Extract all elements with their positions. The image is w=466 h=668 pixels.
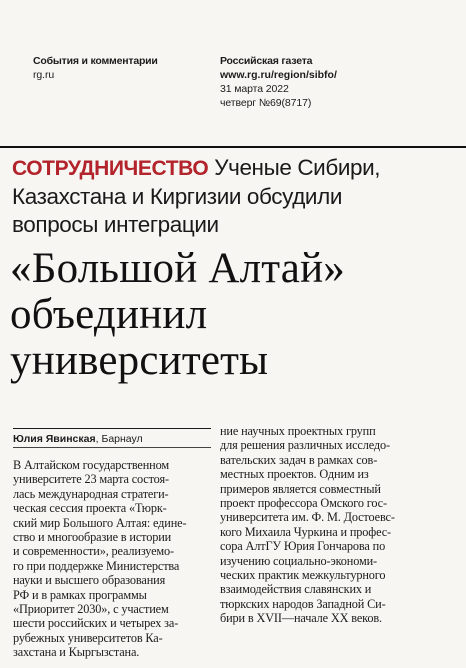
headline-line: объединил bbox=[10, 291, 208, 338]
issue-date: 31 марта 2022 bbox=[220, 83, 289, 95]
subtitle-line: вопросы интеграции bbox=[12, 212, 219, 237]
article-text-line: «Приоритет 2030», с участием bbox=[13, 602, 169, 617]
article-text-line: проект профессора Омского гос- bbox=[220, 496, 387, 511]
article-text-line: университете 23 марта состоя- bbox=[13, 472, 169, 487]
article-text-line: шести российских и четырех за- bbox=[13, 616, 179, 631]
section-name: События и комментарии bbox=[33, 55, 158, 67]
article-text-line: взаимодействия славянских и bbox=[220, 582, 372, 597]
article-text-line: местных проектов. Одним из bbox=[220, 467, 369, 482]
article-text-line: для решения различных исследо- bbox=[220, 438, 390, 453]
article-text-line: бири в XVII—начале XX веков. bbox=[220, 611, 382, 626]
article-subtitle bbox=[12, 154, 460, 239]
article-text-line: вательских задач в рамках сов- bbox=[220, 452, 378, 467]
author-location: , Барнаул bbox=[95, 433, 143, 445]
article-text-line: рубежных университетов Ка- bbox=[13, 630, 163, 645]
article-text-line: примеров является совместный bbox=[220, 481, 381, 496]
header-left bbox=[33, 54, 158, 82]
article-text-line: университета им. Ф. М. Достоевс- bbox=[220, 510, 395, 525]
article-text-line: ческих практик межкультурного bbox=[220, 568, 386, 583]
header-divider bbox=[0, 146, 466, 148]
article-text-line: ческая сессия проекта «Тюрк- bbox=[13, 501, 167, 516]
article-text-line: лась международная стратеги- bbox=[13, 486, 169, 501]
headline-line: «Большой Алтай» bbox=[10, 245, 345, 292]
subtitle-line: Казахстана и Киргизии обсудили bbox=[12, 184, 342, 209]
article-text-line: го при поддержке Министерства bbox=[13, 558, 180, 573]
author-name: Юлия Явинская bbox=[13, 433, 96, 445]
article-text-line: сора АлтГУ Юрия Гончарова по bbox=[220, 539, 386, 554]
issue-number: четверг №69(8717) bbox=[220, 97, 312, 109]
region-url: www.rg.ru/region/sibfo/ bbox=[220, 69, 337, 81]
article-text-line: захстана и Кыргызстана. bbox=[13, 645, 140, 660]
article-text-line: изучению социально-экономи- bbox=[220, 553, 377, 568]
byline bbox=[13, 428, 211, 446]
publication-name: Российская газета bbox=[220, 55, 313, 67]
article-text-line: РФ и в рамках программы bbox=[13, 587, 147, 602]
header-right bbox=[220, 54, 337, 110]
article-text-line: ство и многообразие в истории bbox=[13, 530, 172, 545]
article-text-line: ние научных проектных групп bbox=[220, 424, 376, 438]
article-column-left bbox=[13, 458, 211, 660]
headline-line: университеты bbox=[10, 337, 269, 384]
byline-divider bbox=[13, 447, 211, 448]
article-text-line: В Алтайском государственном bbox=[13, 458, 169, 472]
article-text-line: и современности», реализуемо- bbox=[13, 544, 174, 559]
article-text-line: науки и высшего образования bbox=[13, 573, 166, 588]
article-column-right bbox=[220, 424, 460, 626]
rubric-label: СОТРУДНИЧЕСТВО bbox=[12, 157, 209, 180]
article-text-line: кого Михаила Чуркина и профес- bbox=[220, 524, 391, 539]
article-text-line: ский мир Большого Алтая: едине- bbox=[13, 515, 187, 530]
article-text-line: тюркских народов Западной Си- bbox=[220, 596, 386, 611]
article-headline bbox=[10, 246, 462, 384]
site-name: rg.ru bbox=[33, 69, 55, 81]
subtitle-line: Ученые Сибири, bbox=[208, 155, 381, 180]
